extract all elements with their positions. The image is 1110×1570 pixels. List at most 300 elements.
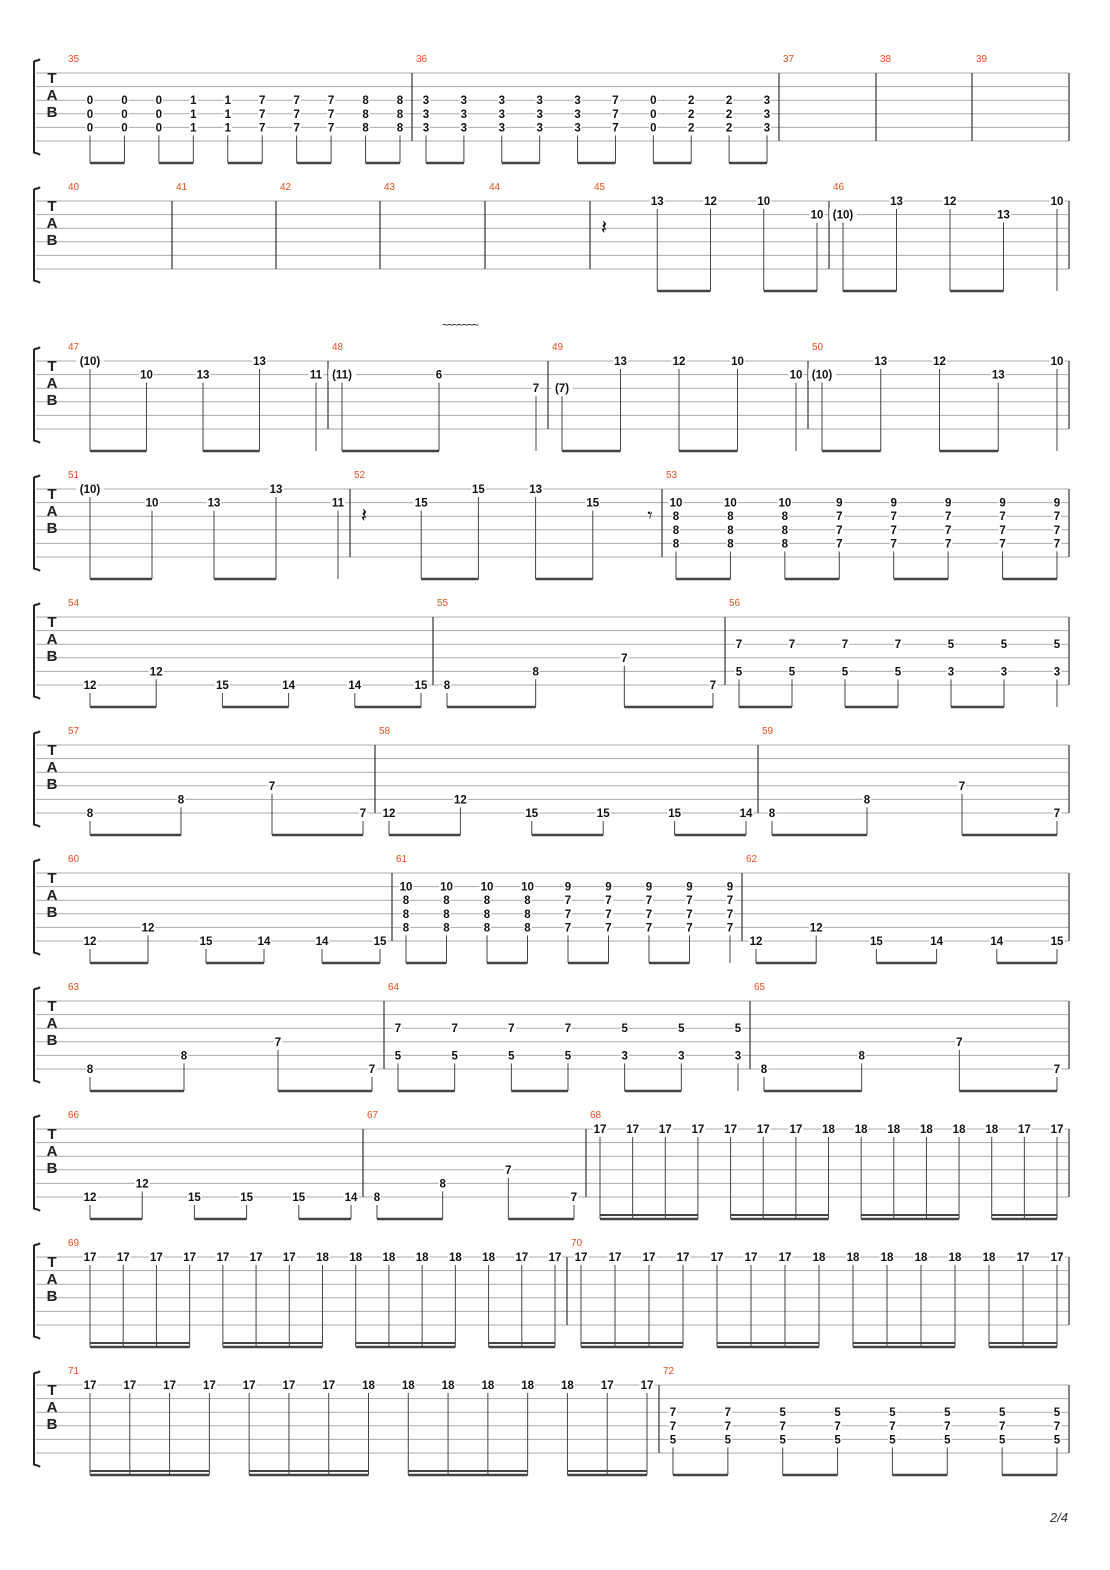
fret-number: 18 — [349, 1252, 363, 1264]
fret-number: 12 — [382, 808, 396, 820]
fret-number: 7 — [293, 108, 300, 121]
fret-number: 5 — [779, 1407, 786, 1420]
fret-number: 15 — [188, 1192, 201, 1204]
fret-number: 7 — [890, 511, 897, 524]
fret-number: 13 — [874, 356, 888, 368]
fret-number: 15 — [216, 680, 229, 692]
fret-number: 3 — [536, 108, 543, 121]
tab-clef-letter: T — [47, 614, 57, 631]
fret-number: 7 — [724, 1420, 732, 1433]
fret-number: 8 — [86, 1064, 94, 1076]
fret-number: (10) — [811, 369, 833, 382]
measure-number: 57 — [68, 726, 80, 737]
fret-number: 10 — [724, 497, 737, 510]
fret-number: 8 — [443, 908, 450, 921]
fret-number: 10 — [440, 881, 453, 894]
fret-number: 5 — [947, 639, 955, 652]
fret-number: 8 — [86, 808, 94, 820]
fret-number: 7 — [1053, 524, 1061, 537]
fret-number: 7 — [293, 95, 300, 108]
fret-number: 3 — [1053, 666, 1061, 679]
fret-number: 13 — [196, 369, 210, 382]
measure-number: 48 — [332, 342, 344, 353]
measure-number: 38 — [880, 54, 892, 65]
fret-number: 5 — [788, 666, 796, 679]
tab-clef-letter: T — [47, 1126, 57, 1143]
fret-number: 8 — [396, 108, 404, 121]
fret-number: 8 — [402, 908, 410, 921]
fret-number: 8 — [532, 666, 539, 679]
fret-number: 9 — [890, 497, 897, 510]
page-number: 2/4 — [1049, 1510, 1068, 1525]
fret-number: 11 — [331, 497, 345, 510]
fret-number: 9 — [1053, 497, 1061, 510]
fret-number: 7 — [293, 122, 300, 135]
fret-number: 7 — [612, 95, 619, 108]
fret-number: 8 — [483, 895, 491, 908]
fret-number: 17 — [1050, 1252, 1064, 1264]
tab-clef-letter: T — [47, 358, 57, 375]
fret-number: 15 — [870, 936, 883, 948]
tab-clef-letter: A — [46, 887, 58, 904]
fret-number: 7 — [259, 122, 266, 135]
fret-number: 9 — [686, 881, 693, 894]
fret-number: 3 — [536, 95, 543, 108]
fret-number: 0 — [650, 122, 657, 135]
fret-number: 10 — [789, 369, 803, 382]
vibrato-marking: ~~~~~~~ — [442, 318, 478, 332]
fret-number: 5 — [669, 1434, 677, 1447]
fret-number: 7 — [999, 511, 1006, 524]
fret-number: 15 — [414, 680, 428, 692]
fret-number: 10 — [757, 196, 771, 208]
tab-clef-letter: B — [46, 104, 58, 121]
fret-number: 12 — [135, 1178, 149, 1191]
fret-number: 13 — [529, 484, 542, 496]
quarter-rest: 𝄽 — [360, 505, 368, 528]
fret-number: 18 — [448, 1252, 462, 1264]
fret-number: 18 — [362, 1380, 375, 1392]
fret-number: 14 — [990, 936, 1004, 948]
fret-number: 9 — [944, 497, 952, 510]
fret-number: 18 — [561, 1380, 574, 1392]
fret-number: 8 — [396, 122, 404, 135]
fret-number: 17 — [658, 1124, 672, 1136]
fret-number: 13 — [253, 356, 266, 368]
fret-number: 7 — [605, 922, 612, 935]
fret-number: 7 — [709, 680, 717, 692]
fret-number: (10) — [832, 209, 854, 222]
fret-number: 7 — [645, 908, 653, 921]
fret-number: 18 — [382, 1252, 396, 1264]
quarter-rest: 𝄽 — [600, 217, 608, 240]
fret-number: 8 — [760, 1064, 768, 1076]
fret-number: 3 — [460, 95, 468, 108]
fret-number: 7 — [944, 1420, 951, 1433]
fret-number: 7 — [564, 895, 572, 908]
fret-number: 3 — [763, 95, 771, 108]
measure-number: 71 — [68, 1366, 80, 1377]
fret-number: 7 — [669, 1420, 677, 1433]
fret-number: 17 — [676, 1252, 690, 1264]
fret-number: 8 — [443, 922, 450, 935]
fret-number: 5 — [889, 1434, 896, 1447]
fret-number: 18 — [982, 1252, 996, 1264]
tab-clef-letter: B — [46, 1288, 58, 1305]
fret-number: 15 — [414, 497, 428, 510]
tab-clef-letter: T — [47, 742, 57, 759]
fret-number: 1 — [224, 95, 231, 108]
fret-number: 7 — [726, 922, 734, 935]
fret-number: 8 — [781, 524, 789, 537]
measure-number: 69 — [68, 1238, 80, 1249]
fret-number: 8 — [443, 680, 451, 692]
fret-number: 7 — [998, 1420, 1006, 1433]
fret-number: 3 — [1000, 666, 1008, 679]
fret-number: 18 — [316, 1252, 329, 1264]
fret-number: 0 — [86, 95, 94, 108]
fret-number: 8 — [402, 895, 410, 908]
fret-number: 8 — [373, 1192, 381, 1204]
fret-number: 5 — [394, 1050, 402, 1063]
fret-number: 5 — [779, 1434, 786, 1447]
tab-clef-letter: B — [46, 1032, 58, 1049]
fret-number: 17 — [322, 1380, 336, 1392]
fret-number: 7 — [1053, 1420, 1061, 1433]
tab-clef-letter: B — [46, 1160, 58, 1177]
fret-number: 8 — [672, 511, 680, 524]
fret-number: 5 — [678, 1023, 685, 1036]
fret-number: 18 — [521, 1380, 535, 1392]
fret-number: 12 — [83, 680, 97, 692]
measure-number: 39 — [976, 54, 988, 65]
measure-number: 55 — [437, 598, 449, 609]
tab-clef-letter: T — [47, 486, 57, 503]
measure-number: 41 — [176, 182, 188, 193]
fret-number: 7 — [999, 524, 1006, 537]
fret-number: 18 — [822, 1124, 835, 1136]
measure-number: 47 — [68, 342, 80, 353]
fret-number: 3 — [422, 95, 430, 108]
fret-number: 5 — [1053, 1434, 1061, 1447]
fret-number: 5 — [998, 1407, 1006, 1420]
fret-number: 0 — [86, 108, 94, 121]
fret-number: 7 — [726, 895, 734, 908]
measure-number: 53 — [666, 470, 678, 481]
fret-number: (10) — [79, 484, 101, 496]
measure-number: 54 — [68, 598, 80, 609]
tab-clef-letter: T — [47, 998, 57, 1015]
fret-number: 7 — [834, 1420, 841, 1433]
fret-number: 2 — [688, 95, 695, 108]
tab-clef-letter: B — [46, 648, 58, 665]
fret-number: 12 — [672, 356, 686, 368]
fret-number: 17 — [744, 1252, 758, 1264]
fret-number: 14 — [344, 1192, 358, 1204]
fret-number: (10) — [79, 356, 101, 368]
fret-number: 17 — [242, 1380, 256, 1392]
measure-number: 65 — [754, 982, 766, 993]
fret-number: 17 — [216, 1252, 230, 1264]
fret-number: 1 — [190, 108, 197, 121]
fret-number: 12 — [141, 922, 155, 935]
fret-number: 8 — [362, 108, 369, 121]
fret-number: 7 — [944, 538, 952, 551]
fret-number: 7 — [327, 122, 335, 135]
fret-number: 0 — [155, 122, 163, 135]
measure-number: 58 — [379, 726, 391, 737]
measure-number: 68 — [590, 1110, 602, 1121]
measure-number: 56 — [729, 598, 741, 609]
fret-number: 7 — [686, 895, 693, 908]
fret-number: 5 — [735, 666, 743, 679]
fret-number: 17 — [83, 1252, 97, 1264]
fret-number: 7 — [944, 511, 952, 524]
fret-number: 10 — [1050, 196, 1064, 208]
fret-number: 7 — [605, 895, 612, 908]
fret-number: (7) — [554, 383, 570, 396]
fret-number: 0 — [86, 122, 94, 135]
measure-number: 40 — [68, 182, 80, 193]
tab-clef-letter: A — [46, 1271, 58, 1288]
fret-number: 3 — [947, 666, 955, 679]
fret-number: 8 — [439, 1178, 446, 1191]
fret-number: 10 — [145, 497, 159, 510]
fret-number: 3 — [460, 108, 468, 121]
measure-number: 52 — [354, 470, 366, 481]
fret-number: 7 — [890, 538, 897, 551]
fret-number: 15 — [668, 808, 681, 820]
fret-number: 5 — [1000, 639, 1008, 652]
fret-number: 18 — [880, 1252, 894, 1264]
tab-clef-letter: A — [46, 631, 58, 648]
fret-number: 10 — [140, 369, 153, 382]
tab-clef-letter: T — [47, 198, 57, 215]
fret-number: 13 — [614, 356, 627, 368]
fret-number: 8 — [858, 1050, 865, 1063]
fret-number: 7 — [686, 908, 693, 921]
fret-number: 8 — [524, 922, 531, 935]
fret-number: 7 — [368, 1064, 376, 1076]
fret-number: 15 — [525, 808, 539, 820]
fret-number: 0 — [155, 95, 163, 108]
fret-number: 13 — [991, 369, 1005, 382]
fret-number: 3 — [422, 108, 430, 121]
tab-clef-letter: A — [46, 1015, 58, 1032]
fret-number: 14 — [282, 680, 295, 692]
fret-number: 12 — [749, 936, 763, 948]
tab-clef-letter: A — [46, 503, 58, 520]
fret-number: 7 — [1053, 1064, 1061, 1076]
fret-number: 8 — [672, 538, 680, 551]
fret-number: 8 — [177, 794, 185, 807]
fret-number: 9 — [645, 881, 653, 894]
tab-clef-letter: A — [46, 375, 58, 392]
fret-number: 17 — [626, 1124, 640, 1136]
tab-clef-letter: B — [46, 520, 58, 537]
tab-clef-letter: T — [47, 1382, 57, 1399]
fret-number: 14 — [930, 936, 943, 948]
fret-number: 5 — [834, 1434, 841, 1447]
tab-clef-letter: B — [46, 776, 58, 793]
fret-number: 9 — [836, 497, 843, 510]
fret-number: 12 — [83, 1192, 97, 1204]
fret-number: 8 — [727, 538, 734, 551]
fret-number: 18 — [985, 1124, 999, 1136]
fret-number: 7 — [508, 1023, 515, 1036]
fret-number: 8 — [483, 908, 491, 921]
fret-number: 5 — [998, 1434, 1006, 1447]
tab-clef-letter: B — [46, 392, 58, 409]
fret-number: 17 — [710, 1252, 724, 1264]
fret-number: 11 — [309, 369, 323, 382]
fret-number: 5 — [894, 666, 902, 679]
fret-number: 17 — [778, 1252, 792, 1264]
fret-number: 15 — [292, 1192, 306, 1204]
fret-number: 5 — [944, 1434, 951, 1447]
fret-number: 7 — [451, 1023, 458, 1036]
tab-clef-letter: A — [46, 759, 58, 776]
fret-number: 8 — [443, 895, 450, 908]
fret-number: 5 — [724, 1434, 732, 1447]
fret-number: 7 — [836, 524, 843, 537]
fret-number: 6 — [435, 369, 443, 382]
fret-number: 17 — [150, 1252, 163, 1264]
fret-number: 9 — [726, 881, 734, 894]
measure-number: 43 — [384, 182, 396, 193]
measure-number: 49 — [552, 342, 564, 353]
fret-number: 18 — [952, 1124, 966, 1136]
fret-number: 0 — [121, 122, 128, 135]
tab-clef-letter: A — [46, 1399, 58, 1416]
fret-number: 15 — [1050, 936, 1064, 948]
measure-number: 59 — [762, 726, 774, 737]
fret-number: 7 — [259, 95, 266, 108]
fret-number: 3 — [621, 1050, 628, 1063]
fret-number: 0 — [121, 108, 128, 121]
tab-clef-letter: T — [47, 1254, 57, 1271]
fret-number: 7 — [259, 108, 266, 121]
fret-number: 8 — [396, 95, 404, 108]
tab-clef-letter: A — [46, 1143, 58, 1160]
fret-number: 12 — [809, 922, 823, 935]
fret-number: 7 — [612, 122, 619, 135]
fret-number: 7 — [327, 95, 335, 108]
tab-clef-letter: B — [46, 232, 58, 249]
fret-number: 5 — [621, 1023, 628, 1036]
fret-number: 0 — [650, 108, 657, 121]
fret-number: 3 — [422, 122, 430, 135]
fret-number: 7 — [890, 524, 897, 537]
fret-number: 0 — [121, 95, 128, 108]
fret-number: 1 — [190, 122, 197, 135]
fret-number: 18 — [914, 1252, 928, 1264]
measure-number: 45 — [594, 182, 606, 193]
measure-number: 51 — [68, 470, 80, 481]
fret-number: 18 — [854, 1124, 868, 1136]
fret-number: 7 — [944, 524, 952, 537]
fret-number: 14 — [739, 808, 753, 820]
fret-number: 2 — [688, 122, 695, 135]
fret-number: 17 — [282, 1380, 296, 1392]
measure-number: 50 — [812, 342, 824, 353]
fret-number: 12 — [943, 196, 957, 208]
fret-number: 18 — [846, 1252, 860, 1264]
fret-number: 17 — [282, 1252, 296, 1264]
fret-number: 3 — [678, 1050, 685, 1063]
fret-number: 17 — [593, 1124, 607, 1136]
fret-number: 13 — [207, 497, 221, 510]
fret-number: 10 — [1050, 356, 1064, 368]
fret-number: 17 — [183, 1252, 197, 1264]
fret-number: 5 — [1053, 1407, 1061, 1420]
fret-number: 18 — [441, 1380, 455, 1392]
fret-number: 18 — [812, 1252, 826, 1264]
fret-number: 17 — [123, 1380, 137, 1392]
fret-number: 7 — [735, 639, 743, 652]
fret-number: 17 — [574, 1252, 588, 1264]
fret-number: 9 — [564, 881, 572, 894]
fret-number: 7 — [726, 908, 734, 921]
fret-number: 7 — [621, 652, 628, 665]
tab-clef-letter: A — [46, 87, 58, 104]
fret-number: 12 — [704, 196, 717, 208]
fret-number: 8 — [402, 922, 410, 935]
fret-number: 1 — [224, 108, 231, 121]
fret-number: 7 — [570, 1192, 578, 1204]
fret-number: 18 — [948, 1252, 962, 1264]
fret-number: 17 — [202, 1380, 216, 1392]
fret-number: 17 — [756, 1124, 770, 1136]
measure-number: 42 — [280, 182, 292, 193]
fret-number: 12 — [149, 666, 163, 679]
fret-number: 7 — [779, 1420, 786, 1433]
measure-number: 62 — [746, 854, 758, 865]
fret-number: 18 — [415, 1252, 429, 1264]
tab-clef-letter: T — [47, 870, 57, 887]
fret-number: 15 — [596, 808, 610, 820]
measure-number: 67 — [367, 1110, 379, 1121]
fret-number: 17 — [163, 1380, 176, 1392]
fret-number: 17 — [515, 1252, 529, 1264]
fret-number: 7 — [645, 895, 653, 908]
fret-number: 8 — [863, 794, 871, 807]
fret-number: 17 — [249, 1252, 263, 1264]
fret-number: 3 — [536, 122, 543, 135]
fret-number: 8 — [727, 524, 734, 537]
fret-number: 8 — [781, 538, 789, 551]
fret-number: 7 — [274, 1036, 282, 1049]
fret-number: 7 — [1053, 538, 1061, 551]
measure-number: 66 — [68, 1110, 80, 1121]
fret-number: 3 — [498, 122, 505, 135]
fret-number: 14 — [257, 936, 271, 948]
fret-number: 8 — [524, 908, 531, 921]
fret-number: 7 — [894, 639, 902, 652]
fret-number: 17 — [83, 1380, 97, 1392]
fret-number: 12 — [83, 936, 97, 948]
fret-number: 7 — [564, 1023, 572, 1036]
fret-number: 7 — [1053, 511, 1061, 524]
fret-number: 17 — [600, 1380, 614, 1392]
fret-number: 14 — [348, 680, 362, 692]
fret-number: 17 — [789, 1124, 803, 1136]
fret-number: 7 — [605, 908, 612, 921]
fret-number: 8 — [672, 524, 680, 537]
measure-number: 37 — [783, 54, 795, 65]
fret-number: 9 — [999, 497, 1006, 510]
fret-number: 13 — [997, 209, 1010, 222]
